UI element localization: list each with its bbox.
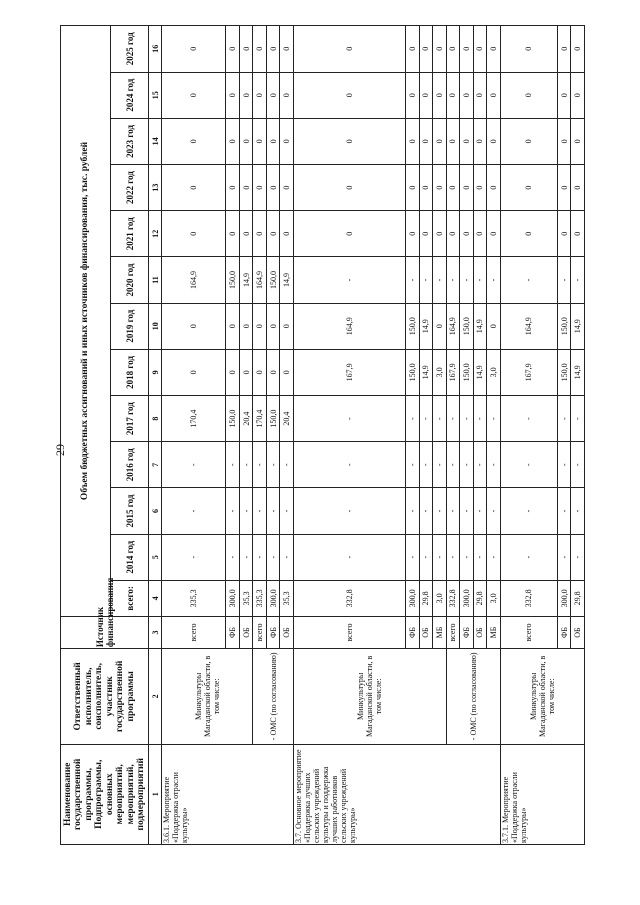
value-cell: 0 bbox=[239, 164, 253, 210]
value-cell: 150,0 bbox=[406, 303, 420, 349]
value-cell: 0 bbox=[161, 118, 225, 164]
budget-table-rotated bbox=[60, 25, 585, 845]
value-cell: 14,9 bbox=[571, 349, 585, 395]
value-cell: 0 bbox=[460, 118, 474, 164]
value-cell: 164,9 bbox=[446, 303, 460, 349]
value-cell: - bbox=[473, 257, 487, 303]
source-cell: всего bbox=[161, 616, 225, 648]
value-cell: 14,9 bbox=[239, 257, 253, 303]
value-cell: - bbox=[446, 257, 460, 303]
value-cell: 0 bbox=[419, 26, 433, 73]
header-year: 2023 год bbox=[111, 118, 149, 164]
value-cell: 335,3 bbox=[253, 580, 267, 616]
value-cell: 0 bbox=[473, 164, 487, 210]
value-cell: 300,0 bbox=[460, 580, 474, 616]
value-cell: 0 bbox=[239, 26, 253, 73]
value-cell: - bbox=[500, 257, 557, 303]
value-cell: 0 bbox=[253, 26, 267, 73]
value-cell: 300,0 bbox=[557, 580, 571, 616]
value-cell: - bbox=[487, 534, 501, 580]
value-cell: 0 bbox=[293, 72, 405, 118]
value-cell: - bbox=[419, 534, 433, 580]
value-cell: 0 bbox=[419, 118, 433, 164]
column-number: 4 bbox=[149, 580, 161, 616]
header-executor-col: Ответственный исполнитель, соисполнитель, участник государственной программы bbox=[61, 649, 149, 744]
value-cell: 20,4 bbox=[239, 396, 253, 442]
value-cell: 14,9 bbox=[571, 303, 585, 349]
value-cell: - bbox=[433, 257, 447, 303]
value-cell: - bbox=[406, 442, 420, 488]
value-cell: 0 bbox=[571, 118, 585, 164]
source-cell: ФБ bbox=[460, 616, 474, 648]
value-cell: 0 bbox=[239, 118, 253, 164]
value-cell: 332,8 bbox=[446, 580, 460, 616]
value-cell: - bbox=[433, 534, 447, 580]
value-cell: - bbox=[460, 396, 474, 442]
value-cell: 0 bbox=[446, 211, 460, 257]
value-cell: 0 bbox=[500, 26, 557, 73]
value-cell: - bbox=[161, 534, 225, 580]
executor-cell: Минкультуры Магаданской области, в том числе: bbox=[293, 649, 446, 744]
value-cell: 0 bbox=[446, 26, 460, 73]
value-cell: 0 bbox=[266, 349, 280, 395]
value-cell: 0 bbox=[433, 211, 447, 257]
column-number: 13 bbox=[149, 164, 161, 210]
value-cell: 0 bbox=[293, 211, 405, 257]
value-cell: - bbox=[280, 488, 294, 534]
value-cell: 0 bbox=[293, 164, 405, 210]
table-row bbox=[161, 26, 225, 845]
value-cell: - bbox=[446, 488, 460, 534]
value-cell: 150,0 bbox=[406, 349, 420, 395]
value-cell: 150,0 bbox=[460, 303, 474, 349]
source-cell: ФБ bbox=[557, 616, 571, 648]
value-cell: - bbox=[239, 534, 253, 580]
omc-executor-cell: - ОМС (по согласованию) bbox=[446, 649, 500, 744]
value-cell: - bbox=[557, 396, 571, 442]
header-year: 2019 год bbox=[111, 303, 149, 349]
value-cell: 150,0 bbox=[226, 257, 240, 303]
executor-cell: Минкультуры Магаданской области, в том числе: bbox=[500, 649, 584, 744]
value-cell: - bbox=[239, 442, 253, 488]
value-cell: 0 bbox=[406, 72, 420, 118]
value-cell: 0 bbox=[226, 164, 240, 210]
value-cell: 0 bbox=[226, 26, 240, 73]
value-cell: 0 bbox=[253, 349, 267, 395]
value-cell: 0 bbox=[446, 164, 460, 210]
value-cell: - bbox=[557, 257, 571, 303]
value-cell: 0 bbox=[280, 118, 294, 164]
value-cell: 0 bbox=[161, 72, 225, 118]
value-cell: 0 bbox=[433, 303, 447, 349]
column-number: 5 bbox=[149, 534, 161, 580]
value-cell: 0 bbox=[161, 303, 225, 349]
column-number: 1 bbox=[149, 744, 161, 844]
value-cell: 0 bbox=[571, 211, 585, 257]
page-number: 29 bbox=[53, 444, 67, 456]
value-cell: 35,3 bbox=[239, 580, 253, 616]
column-number: 9 bbox=[149, 349, 161, 395]
value-cell: 0 bbox=[266, 72, 280, 118]
value-cell: - bbox=[226, 442, 240, 488]
source-cell: ОБ bbox=[473, 616, 487, 648]
value-cell: 300,0 bbox=[226, 580, 240, 616]
value-cell: 0 bbox=[239, 72, 253, 118]
column-number: 6 bbox=[149, 488, 161, 534]
value-cell: 0 bbox=[280, 211, 294, 257]
value-cell: 20,4 bbox=[280, 396, 294, 442]
value-cell: - bbox=[460, 488, 474, 534]
value-cell: - bbox=[446, 442, 460, 488]
source-cell: ФБ bbox=[226, 616, 240, 648]
value-cell: 29,8 bbox=[473, 580, 487, 616]
value-cell: - bbox=[226, 534, 240, 580]
value-cell: - bbox=[571, 488, 585, 534]
value-cell: - bbox=[487, 396, 501, 442]
value-cell: 0 bbox=[473, 26, 487, 73]
value-cell: 0 bbox=[406, 26, 420, 73]
value-cell: - bbox=[460, 534, 474, 580]
budget-table bbox=[60, 25, 585, 845]
value-cell: 0 bbox=[487, 118, 501, 164]
value-cell: 150,0 bbox=[460, 349, 474, 395]
header-year: 2025 год bbox=[111, 26, 149, 73]
value-cell: 0 bbox=[280, 26, 294, 73]
value-cell: - bbox=[571, 257, 585, 303]
value-cell: 0 bbox=[406, 118, 420, 164]
source-cell: ОБ bbox=[280, 616, 294, 648]
header-total: всего: bbox=[111, 580, 149, 616]
value-cell: - bbox=[406, 534, 420, 580]
value-cell: - bbox=[571, 442, 585, 488]
header-row-group bbox=[61, 26, 111, 845]
value-cell: 0 bbox=[487, 303, 501, 349]
value-cell: 0 bbox=[487, 26, 501, 73]
value-cell: - bbox=[446, 396, 460, 442]
value-cell: 167,9 bbox=[293, 349, 405, 395]
source-cell: МБ bbox=[433, 616, 447, 648]
value-cell: - bbox=[557, 534, 571, 580]
value-cell: 0 bbox=[253, 164, 267, 210]
value-cell: 0 bbox=[161, 164, 225, 210]
value-cell: - bbox=[571, 396, 585, 442]
value-cell: 332,8 bbox=[293, 580, 405, 616]
header-year: 2016 год bbox=[111, 442, 149, 488]
value-cell: 0 bbox=[473, 72, 487, 118]
value-cell: 14,9 bbox=[280, 257, 294, 303]
value-cell: 0 bbox=[500, 211, 557, 257]
value-cell: - bbox=[406, 488, 420, 534]
value-cell: - bbox=[460, 442, 474, 488]
value-cell: 0 bbox=[253, 303, 267, 349]
value-cell: 0 bbox=[226, 72, 240, 118]
value-cell: 0 bbox=[239, 303, 253, 349]
value-cell: 167,9 bbox=[500, 349, 557, 395]
value-cell: 14,9 bbox=[419, 303, 433, 349]
value-cell: 0 bbox=[280, 303, 294, 349]
value-cell: 0 bbox=[239, 211, 253, 257]
value-cell: 0 bbox=[460, 211, 474, 257]
value-cell: - bbox=[419, 396, 433, 442]
value-cell: 3,0 bbox=[433, 580, 447, 616]
value-cell: 35,3 bbox=[280, 580, 294, 616]
value-cell: - bbox=[253, 442, 267, 488]
source-cell: ФБ bbox=[406, 616, 420, 648]
header-year: 2018 год bbox=[111, 349, 149, 395]
value-cell: 0 bbox=[433, 26, 447, 73]
value-cell: - bbox=[500, 442, 557, 488]
value-cell: 14,9 bbox=[473, 303, 487, 349]
column-number: 8 bbox=[149, 396, 161, 442]
value-cell: 0 bbox=[571, 26, 585, 73]
value-cell: - bbox=[487, 257, 501, 303]
source-cell: ФБ bbox=[266, 616, 280, 648]
value-cell: 0 bbox=[473, 118, 487, 164]
value-cell: 332,8 bbox=[500, 580, 557, 616]
value-cell: 0 bbox=[473, 211, 487, 257]
value-cell: 0 bbox=[226, 303, 240, 349]
value-cell: - bbox=[557, 488, 571, 534]
value-cell: - bbox=[433, 488, 447, 534]
value-cell: - bbox=[226, 488, 240, 534]
value-cell: 300,0 bbox=[406, 580, 420, 616]
value-cell: 0 bbox=[500, 72, 557, 118]
table-row bbox=[500, 26, 557, 845]
value-cell: 300,0 bbox=[266, 580, 280, 616]
value-cell: 0 bbox=[266, 26, 280, 73]
value-cell: 3,0 bbox=[433, 349, 447, 395]
source-cell: всего bbox=[293, 616, 405, 648]
column-number: 3 bbox=[149, 616, 161, 648]
value-cell: - bbox=[473, 396, 487, 442]
value-cell: - bbox=[253, 534, 267, 580]
value-cell: - bbox=[473, 442, 487, 488]
header-year: 2021 год bbox=[111, 211, 149, 257]
value-cell: 0 bbox=[446, 118, 460, 164]
value-cell: 0 bbox=[280, 349, 294, 395]
value-cell: 0 bbox=[460, 72, 474, 118]
value-cell: 0 bbox=[419, 72, 433, 118]
value-cell: 0 bbox=[557, 72, 571, 118]
value-cell: - bbox=[487, 488, 501, 534]
source-cell: МБ bbox=[487, 616, 501, 648]
value-cell: 0 bbox=[557, 26, 571, 73]
value-cell: 0 bbox=[266, 118, 280, 164]
value-cell: 0 bbox=[280, 72, 294, 118]
value-cell: 335,3 bbox=[161, 580, 225, 616]
column-number: 7 bbox=[149, 442, 161, 488]
value-cell: 3,0 bbox=[487, 580, 501, 616]
value-cell: 0 bbox=[266, 303, 280, 349]
column-number: 12 bbox=[149, 211, 161, 257]
value-cell: - bbox=[161, 488, 225, 534]
value-cell: 0 bbox=[419, 211, 433, 257]
value-cell: - bbox=[293, 257, 405, 303]
value-cell: - bbox=[473, 534, 487, 580]
value-cell: 0 bbox=[446, 72, 460, 118]
value-cell: 3,0 bbox=[487, 349, 501, 395]
value-cell: 0 bbox=[280, 164, 294, 210]
value-cell: 0 bbox=[406, 211, 420, 257]
value-cell: 0 bbox=[253, 118, 267, 164]
value-cell: 167,9 bbox=[446, 349, 460, 395]
value-cell: - bbox=[266, 534, 280, 580]
value-cell: 29,8 bbox=[571, 580, 585, 616]
value-cell: - bbox=[239, 488, 253, 534]
value-cell: - bbox=[419, 442, 433, 488]
value-cell: 170,4 bbox=[253, 396, 267, 442]
value-cell: - bbox=[266, 442, 280, 488]
table-row bbox=[446, 26, 460, 845]
value-cell: - bbox=[406, 257, 420, 303]
header-year: 2022 год bbox=[111, 164, 149, 210]
value-cell: 164,9 bbox=[253, 257, 267, 303]
value-cell: 150,0 bbox=[266, 257, 280, 303]
value-cell: 0 bbox=[460, 26, 474, 73]
value-cell: 0 bbox=[487, 72, 501, 118]
value-cell: 0 bbox=[239, 349, 253, 395]
value-cell: 0 bbox=[406, 164, 420, 210]
value-cell: - bbox=[500, 488, 557, 534]
header-name-col: Наименование государственной программы, Подпрограммы, основных мероприятий, мероприятий, подмероприятий bbox=[61, 744, 149, 844]
value-cell: - bbox=[487, 442, 501, 488]
column-number: 10 bbox=[149, 303, 161, 349]
value-cell: - bbox=[500, 396, 557, 442]
value-cell: 150,0 bbox=[266, 396, 280, 442]
value-cell: 14,9 bbox=[419, 349, 433, 395]
value-cell: 0 bbox=[557, 211, 571, 257]
value-cell: - bbox=[161, 442, 225, 488]
value-cell: - bbox=[473, 488, 487, 534]
value-cell: 0 bbox=[571, 164, 585, 210]
value-cell: 0 bbox=[266, 164, 280, 210]
value-cell: 0 bbox=[571, 72, 585, 118]
value-cell: 29,8 bbox=[419, 580, 433, 616]
value-cell: 150,0 bbox=[557, 303, 571, 349]
value-cell: 0 bbox=[487, 211, 501, 257]
value-cell: 0 bbox=[293, 118, 405, 164]
value-cell: 164,9 bbox=[161, 257, 225, 303]
value-cell: 164,9 bbox=[293, 303, 405, 349]
executor-cell: Минкультуры Магаданской области, в том числе: bbox=[161, 649, 252, 744]
column-number: 14 bbox=[149, 118, 161, 164]
value-cell: 0 bbox=[266, 211, 280, 257]
value-cell: 0 bbox=[253, 72, 267, 118]
value-cell: - bbox=[433, 396, 447, 442]
omc-executor-cell: - ОМС (по согласованию) bbox=[253, 649, 294, 744]
value-cell: - bbox=[433, 442, 447, 488]
value-cell: 0 bbox=[253, 211, 267, 257]
value-cell: - bbox=[500, 534, 557, 580]
column-number: 11 bbox=[149, 257, 161, 303]
source-cell: всего bbox=[253, 616, 267, 648]
value-cell: 0 bbox=[419, 164, 433, 210]
value-cell: - bbox=[293, 442, 405, 488]
header-year: 2017 год bbox=[111, 396, 149, 442]
source-cell: всего bbox=[500, 616, 557, 648]
value-cell: 0 bbox=[487, 164, 501, 210]
header-year: 2015 год bbox=[111, 488, 149, 534]
value-cell: 0 bbox=[161, 211, 225, 257]
value-cell: 0 bbox=[557, 164, 571, 210]
value-cell: 0 bbox=[433, 72, 447, 118]
measure-name-cell: 3.7.1. Мероприятие «Поддержка отрасли культуры» bbox=[500, 744, 584, 844]
value-cell: 0 bbox=[460, 164, 474, 210]
value-cell: - bbox=[571, 534, 585, 580]
column-number: 15 bbox=[149, 72, 161, 118]
source-cell: ОБ bbox=[419, 616, 433, 648]
value-cell: 0 bbox=[500, 164, 557, 210]
value-cell: 0 bbox=[161, 349, 225, 395]
value-cell: 0 bbox=[161, 26, 225, 73]
value-cell: - bbox=[293, 396, 405, 442]
value-cell: - bbox=[460, 257, 474, 303]
value-cell: - bbox=[280, 534, 294, 580]
header-year: 2024 год bbox=[111, 72, 149, 118]
value-cell: 0 bbox=[433, 118, 447, 164]
header-year: 2014 год bbox=[111, 534, 149, 580]
value-cell: - bbox=[280, 442, 294, 488]
value-cell: - bbox=[446, 534, 460, 580]
value-cell: 0 bbox=[433, 164, 447, 210]
source-cell: ОБ bbox=[239, 616, 253, 648]
source-cell: ОБ bbox=[571, 616, 585, 648]
value-cell: - bbox=[293, 488, 405, 534]
value-cell: 0 bbox=[226, 118, 240, 164]
measure-name-cell: 3.7. Основное мероприятие «Поддержка лучших сельских учреждений культуры и поддержка лучших работников сельских учреждений культуры» bbox=[293, 744, 500, 844]
header-year: 2020 год bbox=[111, 257, 149, 303]
value-cell: 0 bbox=[226, 211, 240, 257]
value-cell: - bbox=[406, 396, 420, 442]
value-cell: - bbox=[266, 488, 280, 534]
table-row bbox=[293, 26, 405, 845]
column-number-row bbox=[149, 26, 161, 845]
value-cell: - bbox=[293, 534, 405, 580]
value-cell: 150,0 bbox=[226, 396, 240, 442]
column-number: 2 bbox=[149, 649, 161, 744]
value-cell: 150,0 bbox=[557, 349, 571, 395]
value-cell: - bbox=[557, 442, 571, 488]
measure-name-cell: 3.6.1. Мероприятие «Поддержка отрасли культуры» bbox=[161, 744, 293, 844]
value-cell: 14,9 bbox=[473, 349, 487, 395]
column-number: 16 bbox=[149, 26, 161, 73]
table-row bbox=[253, 26, 267, 845]
value-cell: - bbox=[253, 488, 267, 534]
value-cell: 170,4 bbox=[161, 396, 225, 442]
value-cell: 0 bbox=[557, 118, 571, 164]
value-cell: 0 bbox=[500, 118, 557, 164]
value-cell: 0 bbox=[226, 349, 240, 395]
header-funding-group: Объем бюджетных ассигнований и иных источников финансирования, тыс. рублей bbox=[61, 26, 111, 617]
header-source-col: Источник финансирования bbox=[61, 616, 149, 648]
value-cell: 0 bbox=[293, 26, 405, 73]
source-cell: всего bbox=[446, 616, 460, 648]
value-cell: - bbox=[419, 257, 433, 303]
value-cell: 164,9 bbox=[500, 303, 557, 349]
value-cell: - bbox=[419, 488, 433, 534]
